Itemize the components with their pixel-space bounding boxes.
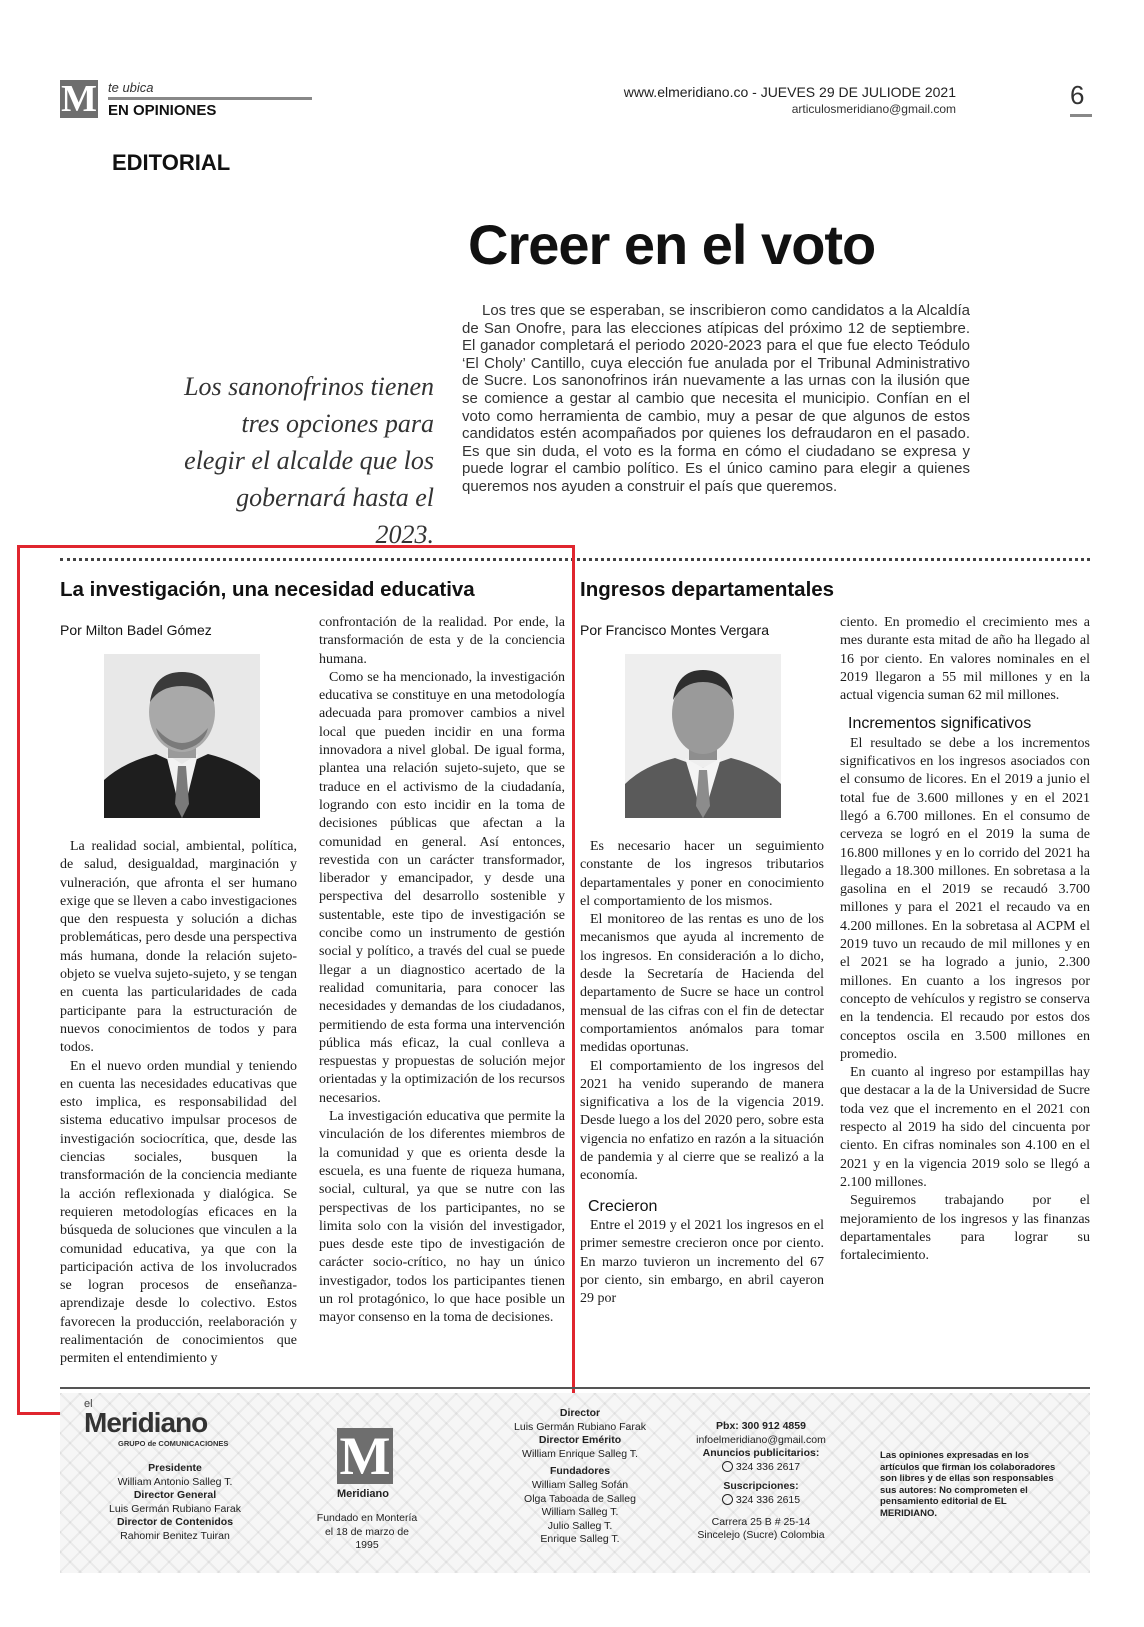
section-name: EN OPINIONES bbox=[108, 102, 217, 119]
brand-prefix: el bbox=[84, 1398, 93, 1410]
page-number-rule bbox=[1070, 114, 1092, 117]
page-number: 6 bbox=[1070, 80, 1085, 110]
staff-name: William Enrique Salleg T. bbox=[522, 1447, 638, 1460]
author-photo bbox=[625, 654, 781, 818]
paragraph: El comportamiento de los ingresos del 2021 ha venido superando de manera significativa a los de la vigencia 2019. Desde luego a los del 2020 pero, sobre esta vigencia no enfatizo en razón a la situación de pandemia y al cierre que se realizó a la economía. bbox=[580, 1058, 824, 1184]
role-label: Presidente bbox=[148, 1462, 202, 1474]
staff-list-1 bbox=[70, 1462, 280, 1544]
paragraph: La investigación educativa que permite la vinculación de los diferentes miembros de la comunidad y que es orienta desde la escuela, es una fuente de riqueza humana, social, cultural, ya que se nutre con las perspectivas de los participantes, no se limita solo con la visión del investigador, pues desde este tipo de investigación de carácter socio-crítico, no hay un único investigador, todos los participantes tienen un rol protagónico, lo que hace posible un mayor consenso en la toma de decisiones. bbox=[319, 1109, 565, 1326]
staff-name: William Salleg Sofán bbox=[531, 1478, 629, 1491]
paragraph: Como se ha mencionado, la investigación educativa se constituye en una metodología adecuada para promover cambios a nivel local que pueden incidir en una forma innovadora a nivel global. De igual forma, plantea una relación sujeto-sujeto, que se traduce en el activismo de la ciudadanía, logrando con esto incidir en la toma de decisiones públicas que afectan a la comunidad en general. Así entonces, revestida con un carácter transformador, liberador y emancipador, y desde una perspectiva del desarrollo sostenible y sustentable, este tipo de investigación se concibe como un instrumento de gestión social y político, a través del cual se puede llegar a un diagnostico acertado de la realidad comunitaria, para conocer las necesidades y demandas de los ciudadanos, permitiendo de esta forma una intervención pública más eficaz, la cual conlleva a respuestas y propuestas de solución mejor orientadas y la optimización de los recursos necesarios. bbox=[319, 669, 565, 1106]
role-label: Director de Contenidos bbox=[116, 1516, 234, 1529]
contact-block bbox=[676, 1420, 846, 1543]
article-byline: Por Milton Badel Gómez bbox=[60, 622, 212, 638]
section-rule bbox=[108, 97, 312, 100]
staff-name: Luis Germán Rubiano Farak bbox=[109, 1502, 241, 1515]
highlight-box bbox=[17, 545, 575, 1415]
contact-email: articulosmeridiano@gmail.com bbox=[791, 102, 956, 116]
brand-subtitle: GRUPO de COMUNICACIONES bbox=[118, 1439, 229, 1448]
article-subhead: Incrementos significativos bbox=[848, 715, 1032, 733]
editorial-headline: Creer en el voto bbox=[468, 213, 876, 276]
meridiano-logo: M bbox=[337, 1428, 393, 1484]
section-tagline: te ubica bbox=[108, 80, 154, 95]
info-email: infoelmeridiano@gmail.com bbox=[696, 1433, 826, 1446]
paragraph: Es necesario hacer un seguimiento constante de los ingresos tributarios departamentales y poner en conocimiento el comportamiento de los mismos. bbox=[580, 839, 824, 909]
editorial-pullquote: Los sanonofrinos tienen tres opciones para elegir el alcalde que los gobernará hasta el 2023. bbox=[184, 372, 434, 549]
paragraph: El monitoreo de las rentas es uno de los mecanismos que ayuda al incremento de los ingresos. En consideración a lo dicho, desde la Secretaría de Hacienda del departamento de Sucre se hace un control mensual de las cifras con el fin de detectar comportamientos anómalos para tomar medidas oportunas. bbox=[580, 912, 824, 1056]
staff-name: Olga Taboada de Salleg bbox=[524, 1492, 636, 1505]
role-label: Director General bbox=[133, 1489, 217, 1502]
subscriptions-label: Suscripciones: bbox=[723, 1480, 799, 1493]
founded-note: Fundado en Montería el 18 de marzo de 1995 bbox=[316, 1512, 418, 1552]
address-line: Carrera 25 B # 25-14 bbox=[711, 1515, 811, 1528]
whatsapp-icon bbox=[722, 1494, 733, 1505]
site-date-line: www.elmeridiano.co - JUEVES 29 DE JULIODE 2021 bbox=[623, 84, 956, 100]
paragraph: El resultado se debe a los incrementos significativos en los ingresos asociados con el consumo de licores. En el 2019 a junio el total fue de 3.600 millones y en el 2021 llegó a 6.700 millones. En el consumo de cerveza se logró en el 2019 la suma de 16.800 millones y en lo corrido del 2021 ha llegado a 18.300 millones. En sobretasa a la gasolina en el 2019 se recaudó 3.700 millones y para el 2021 el recaudo va en 4.200 millones. En la sobretasa al ACPM el 2019 tuvo un recaudo de mil millones y en el 2021 se ha logrado a junio, 2.300 millones. En cuanto a los ingresos por concepto de vehículos y registro se conserva en la tendencia. El recaudo por estos dos conceptos oscila en 3.500 millones en promedio. bbox=[840, 735, 1090, 1062]
subscriptions-phone: 324 336 2615 bbox=[735, 1493, 801, 1506]
article-title: La investigación, una necesidad educativa bbox=[60, 578, 475, 601]
opinion-disclaimer: Las opiniones expresadas en los artículos que firman los colaboradores son libres y de ellas son responsables sus autores: No comprometen el pensamiento editorial de EL MERIDIANO. bbox=[880, 1450, 1056, 1519]
brand-wordmark: Meridiano bbox=[84, 1407, 208, 1438]
paragraph: ciento. En promedio el crecimiento mes a mes durante esta mitad de año ha llegado al 16 por ciento. En valores nominales en el 2019 llegaron a 55 mil millones y en la actual vigencia suman 62 mil millones. bbox=[840, 615, 1090, 704]
paragraph: En el nuevo orden mundial y teniendo en cuenta las necesidades educativas que esto implica, es responsabilidad del sistema educativo impulsar procesos de investigación sociocrítica, que, desde las ciencias sociales, busquen la transformación de la conciencia mediante la acción reflexionada y dialógica. Se requieren metodologías eficaces en la búsqueda de soluciones que vinculen a la comunidad educativa, ya que con la participación activa de los involucrados se logran procesos de enseñanza-aprendizaje desde lo colectivo. Estos favorecen la producción, reelaboración y realimentación de conocimientos que permiten el entendimiento y bbox=[60, 1058, 297, 1367]
staff-name: Rahomir Benitez Tuiran bbox=[120, 1529, 230, 1542]
paragraph: Entre el 2019 y el 2021 los ingresos en el primer semestre crecieron once por ciento. En marzo tuvieron un incremento del 67 por ciento, sin embargo, en abril cayeron 29 por bbox=[580, 1217, 824, 1307]
role-label: Director bbox=[559, 1407, 601, 1419]
pbx-number: Pbx: 300 912 4859 bbox=[716, 1420, 806, 1432]
staff-list-2 bbox=[480, 1407, 680, 1547]
staff-name: Julio Salleg T. bbox=[547, 1519, 613, 1532]
article-column-2 bbox=[840, 614, 1090, 1379]
ads-phone: 324 336 2617 bbox=[735, 1460, 801, 1473]
paragraph: La realidad social, ambiental, política, de salud, desigualdad, marginación y vulneración, que afronta el ser humano exige que se lleven a cabo investigaciones que den respuesta y solución a dichas problemáticas, pero desde una perspectiva más humana, donde la relación sujeto-objeto se vuelva sujeto-sujeto, y se tengan en cuenta las particularidades de cada participante para la estructuración de nuevos conocimientos de todos y para todos. bbox=[60, 839, 297, 1056]
article-subhead: Crecieron bbox=[588, 1197, 658, 1215]
article-column-1 bbox=[580, 838, 824, 1378]
staff-name: Enrique Salleg T. bbox=[540, 1533, 620, 1546]
address-line: Sincelejo (Sucre) Colombia bbox=[697, 1529, 825, 1542]
paragraph: Seguiremos trabajando por el mejoramiento de los ingresos y las finanzas departamentales para lograr su fortalecimiento. bbox=[840, 1193, 1090, 1264]
logo-wordmark: Meridiano bbox=[337, 1488, 389, 1500]
staff-name: William Salleg T. bbox=[541, 1506, 619, 1519]
whatsapp-icon bbox=[722, 1461, 733, 1472]
editorial-body: Los tres que se esperaban, se inscribieron como candidatos a la Alcaldía de San Onofre, para las elecciones atípicas del próximo 12 de septiembre. El ganador completará el periodo 2020-2023 para el que fue electo Teódulo ‘El Choly’ Cantillo, cuya elección fue anulada por el Tribunal Administrativo de Sucre. Los sanonofrinos irán nuevamente a las urnas con la ilusión que se comience a gestar al cambio que necesita el municipio. Confían en el voto como herramienta de cambio, muy a pesar de que algunos de estos candidatos estén acompañados por quienes los defraudaron en el pasado. Es que sin duda, el voto es la forma en cómo el ciudadano se expresa y puede lograr el cambio político. Es el único camino para elegir a quienes queremos nos ayuden a construir el país que queremos. bbox=[462, 302, 970, 495]
staff-name: William Antonio Salleg T. bbox=[117, 1475, 233, 1488]
paragraph: En cuanto al ingreso por estampillas hay que destacar a la de la Universidad de Sucre toda vez que el incremento en el 2021 con respecto al 2019 ha sido del cincuenta por ciento. En cifras nominales son 4.100 en el 2021 y en la vigencia 2019 solo se llegó a 2.100 millones. bbox=[840, 1065, 1090, 1190]
article-title: Ingresos departamentales bbox=[580, 578, 835, 601]
meridiano-logo: M bbox=[61, 78, 97, 120]
section-label: EDITORIAL bbox=[112, 150, 231, 175]
paragraph: confrontación de la realidad. Por ende, la transformación de esta y de la conciencia humana. bbox=[319, 615, 565, 667]
ads-label: Anuncios publicitarios: bbox=[702, 1447, 820, 1460]
bottom-rule bbox=[60, 1387, 1090, 1389]
role-label: Fundadores bbox=[549, 1465, 611, 1478]
role-label: Director Emérito bbox=[538, 1434, 622, 1447]
staff-name: Luis Germán Rubiano Farak bbox=[514, 1420, 646, 1433]
article-byline: Por Francisco Montes Vergara bbox=[580, 622, 770, 638]
